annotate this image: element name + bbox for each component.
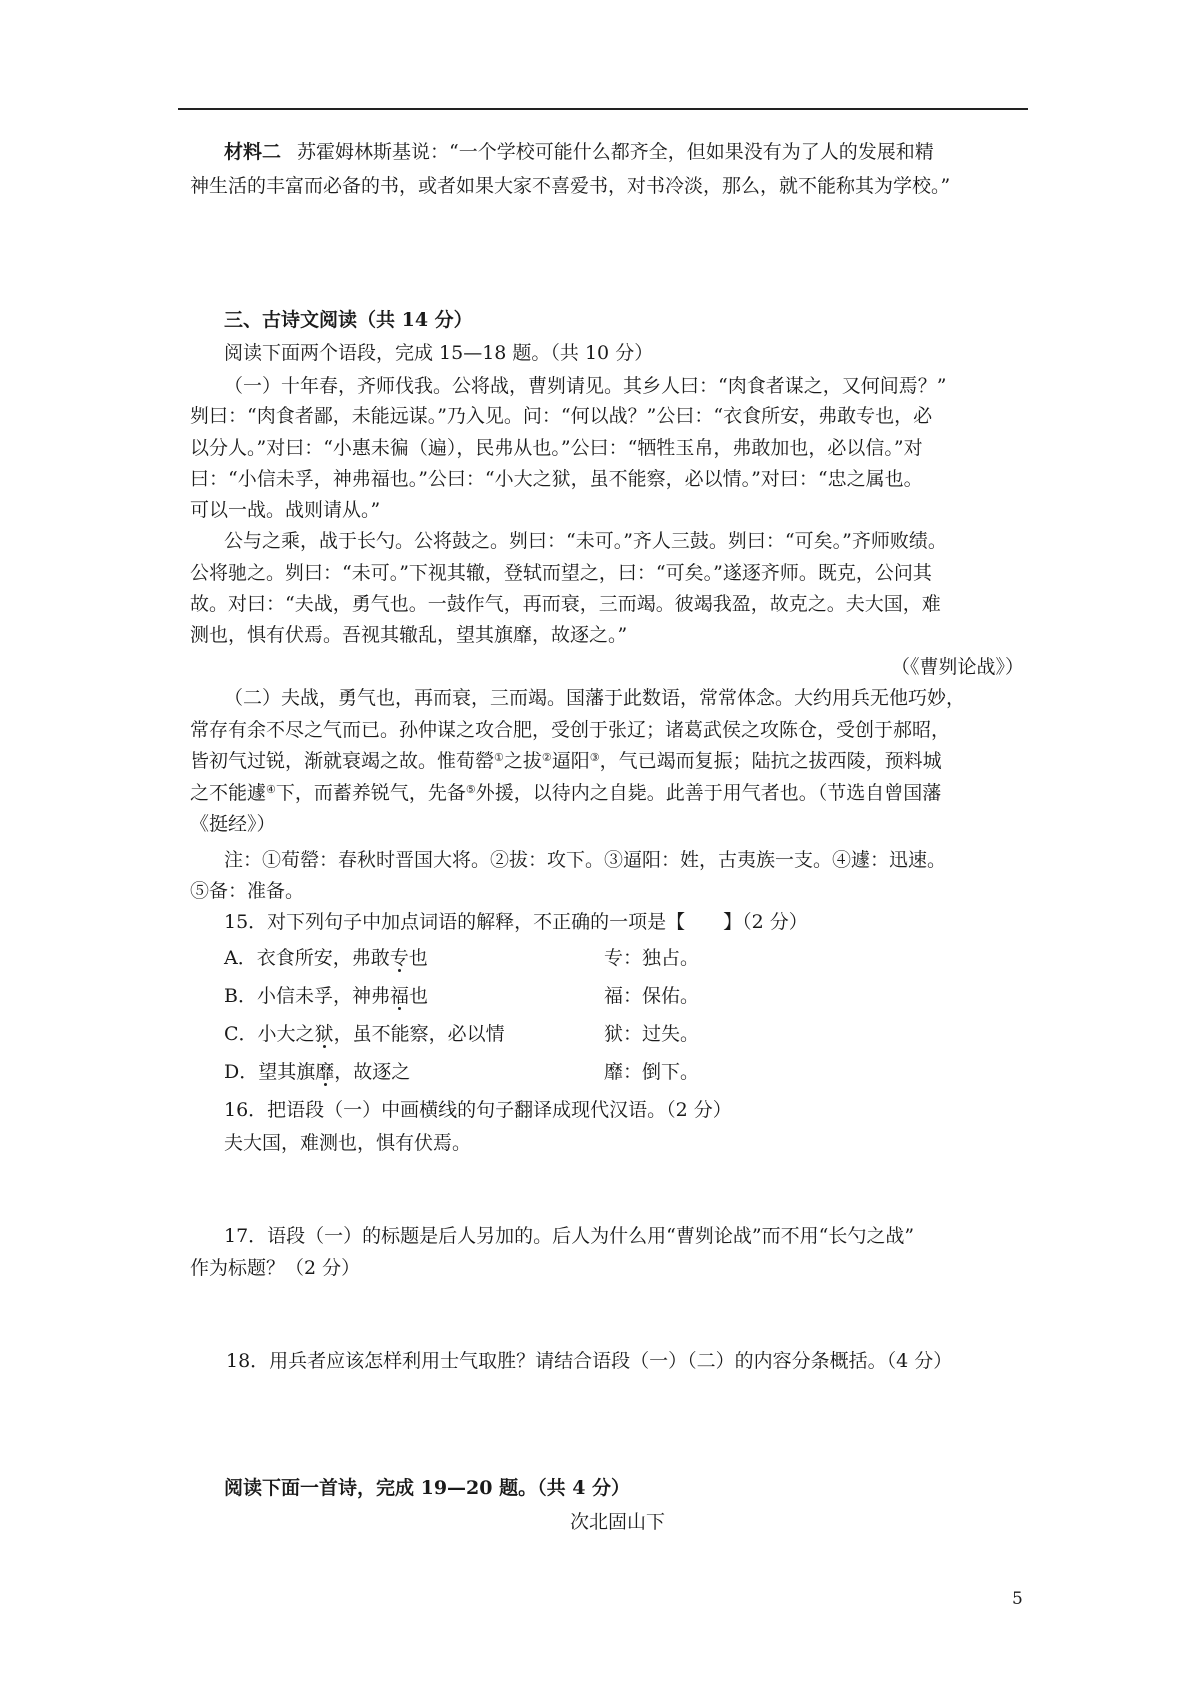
option-text: A．衣食所安，弗敢: [224, 947, 390, 969]
dotted-word: 福: [389, 985, 409, 1007]
passage2-text: 外援，以待内之自毙。此善于用气者也。（节选自曾国藩: [475, 782, 942, 804]
passage1-line: 曰：“小信未孚，神弗福也。”公曰：“小大之狱，虽不能察，必以情。”对曰：“忠之属也。: [190, 468, 923, 490]
material2-line1: [224, 137, 934, 167]
q15-gloss-a: 专：独占。: [604, 947, 700, 969]
q15-gloss-b: 福：保佑。: [604, 985, 700, 1007]
dotted-word: 狱: [314, 1023, 334, 1045]
option-text: C．小大之: [224, 1023, 315, 1045]
q15-gloss-d: 靡：倒下。: [604, 1061, 700, 1083]
option-text: ，虽不能察，必以情: [333, 1023, 505, 1045]
option-text: D．望其旗: [224, 1061, 316, 1083]
q15-gloss-c: 狱：过失。: [604, 1023, 700, 1045]
header-rule: [178, 108, 1028, 110]
option-text: ，故逐之: [334, 1061, 411, 1083]
material2-line2: 神生活的丰富而必备的书，或者如果大家不喜爱书，对书冷淡，那么，就不能称其为学校。”: [190, 175, 951, 197]
q15-stem: 15．对下列句子中加点词语的解释，不正确的一项是【 】（2 分）: [224, 911, 808, 933]
poem-title: 次北固山下: [570, 1511, 666, 1533]
material2-text1: 苏霍姆林斯基说：“一个学校可能什么都齐全，但如果没有为了人的发展和精: [297, 141, 934, 163]
notes-line2: ⑤备：准备。: [190, 880, 305, 902]
passage2-text: 下，而蓄养锐气，先备: [275, 782, 466, 804]
footnote-ref: ③: [589, 751, 600, 764]
dotted-word: 靡: [315, 1061, 335, 1083]
page-number: 5: [1012, 1589, 1023, 1609]
option-text: 也: [408, 985, 428, 1007]
footnote-ref: ⑤: [465, 783, 476, 796]
footnote-ref: ④: [266, 783, 276, 796]
passage1-line: 测也，惧有伏焉。吾视其辙乱，望其旗靡，故逐之。”: [190, 624, 628, 646]
passage1-line: 故。对曰：“夫战，勇气也。一鼓作气，再而衰，三而竭。彼竭我盈，故克之。夫大国，难: [190, 593, 941, 615]
passage1-line: 公与之乘，战于长勺。公将鼓之。刿曰：“未可。”齐人三鼓。刿曰：“可矣。”齐师败绩。: [224, 530, 947, 552]
q15-option-c: [224, 1019, 505, 1049]
footnote-ref: ②: [541, 751, 552, 764]
option-text: 也: [408, 947, 428, 969]
q18-stem: 18．用兵者应该怎样利用士气取胜？请结合语段（一）（二）的内容分条概括。（4 分）: [226, 1350, 953, 1372]
passage1-line: 可以一战。战则请从。”: [190, 499, 381, 521]
passage2-line4: [190, 778, 941, 808]
q15-option-d: [224, 1057, 410, 1087]
passage1-line: 以分人。”对曰：“小惠未徧（遍），民弗从也。”公曰：“牺牲玉帛，弗敢加也，必以信。”对: [190, 437, 923, 459]
passage2-text: 之不能遽: [190, 782, 267, 804]
option-text: B．小信未孚，神弗: [224, 985, 390, 1007]
footnote-ref: ①: [494, 751, 504, 764]
dotted-word: 专: [389, 947, 409, 969]
passage1-line: 刿曰：“肉食者鄙，未能远谋。”乃入见。问：“何以战？”公曰：“衣食所安，弗敢专也，必: [190, 405, 933, 427]
passage2-text: 逼阳: [551, 750, 590, 772]
q17-line2: 作为标题？（2 分）: [190, 1257, 361, 1279]
passage1-line: 公将驰之。刿曰：“未可。”下视其辙，登轼而望之，曰：“可矣。”遂逐齐师。既克，公问其: [190, 562, 932, 584]
q17-line1: 17．语段（一）的标题是后人另加的。后人为什么用“曹刿论战”而不用“长勺之战”: [224, 1225, 915, 1247]
passage2-text: ，气已竭而复振；陆抗之拔西陵，预料城: [599, 750, 942, 772]
passage2-line5: 《挺经》）: [190, 813, 276, 835]
section3-intro: 阅读下面两个语段，完成 15—18 题。（共 10 分）: [224, 342, 654, 364]
q15-option-a: [224, 943, 428, 973]
passage2-text: 皆初气过锐，渐就衰竭之故。惟荀罃: [190, 750, 495, 772]
passage2-line3: [190, 746, 942, 776]
passage1-source: （《曹刿论战》）: [890, 656, 1024, 678]
material2-label: 材料二: [224, 141, 282, 163]
passage2-line1: （二）夫战，勇气也，再而衰，三而竭。国藩于此数语，常常体念。大约用兵无他巧妙，: [224, 687, 966, 709]
q16-stem: 16．把语段（一）中画横线的句子翻译成现代汉语。（2 分）: [224, 1099, 732, 1121]
poem-intro: 阅读下面一首诗，完成 19—20 题。（共 4 分）: [224, 1477, 631, 1499]
q16-sentence: 夫大国，难测也，惧有伏焉。: [224, 1132, 472, 1154]
notes-line1: 注：①荀罃：春秋时晋国大将。②拔：攻下。③逼阳：姓，古夷族一支。④遽：迅速。: [224, 849, 947, 871]
q15-option-b: [224, 981, 428, 1011]
passage2-line2: 常存有余不尽之气而已。孙仲谋之攻合肥，受创于张辽；诸葛武侯之攻陈仓，受创于郝昭，: [190, 719, 951, 741]
section3-heading: 三、古诗文阅读（共 14 分）: [224, 309, 473, 331]
passage2-text: 之拔: [503, 750, 542, 772]
passage1-line: （一）十年春，齐师伐我。公将战，曹刿请见。其乡人曰：“肉食者谋之，又何间焉？”: [224, 375, 947, 397]
